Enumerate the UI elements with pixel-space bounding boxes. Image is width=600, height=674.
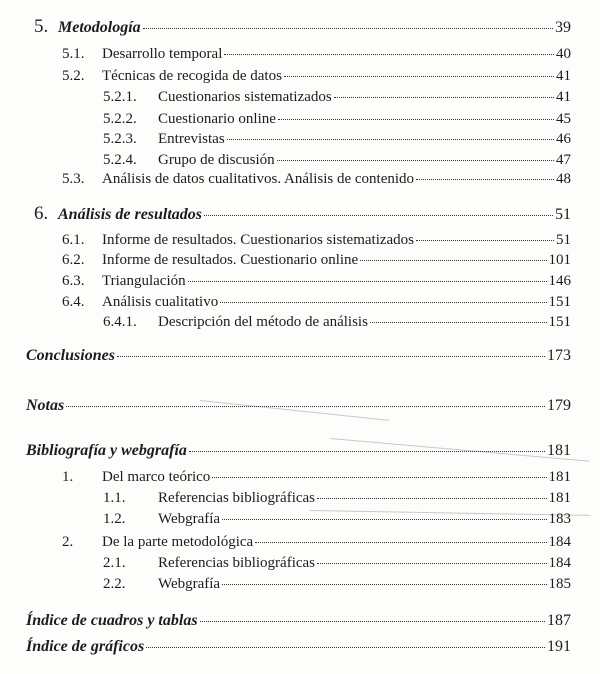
- dot-leader: [200, 621, 545, 622]
- toc-entry-page: 183: [548, 511, 571, 527]
- toc-entry: [103, 489, 571, 507]
- toc-entry-number: 5.2.1.: [103, 89, 137, 105]
- toc-entry: [103, 130, 571, 148]
- toc-entry: [103, 510, 571, 528]
- toc-entry: [103, 575, 571, 593]
- toc-entry-title: Del marco teórico: [102, 469, 211, 485]
- toc-entry-page: 191: [547, 638, 571, 655]
- toc-entry-page: 46: [556, 131, 571, 147]
- dot-leader: [146, 647, 545, 648]
- toc-entry-title: Referencias bibliográficas: [158, 555, 316, 571]
- toc-entry-number: 5.2.: [62, 68, 85, 84]
- toc-entry-page: 184: [548, 534, 571, 550]
- toc-entry-title: Entrevistas: [158, 131, 225, 147]
- dot-leader: [143, 28, 553, 29]
- toc-entry-page: 173: [547, 347, 571, 364]
- toc-entry-title: Referencias bibliográficas: [158, 490, 316, 506]
- toc-entry-title: Técnicas de recogida de datos: [102, 68, 282, 84]
- toc-entry: [26, 442, 571, 460]
- dot-leader: [317, 498, 546, 499]
- toc-entry: [62, 170, 571, 188]
- toc-entry: [103, 110, 571, 128]
- toc-entry-title: Informe de resultados. Cuestionario online: [102, 252, 359, 268]
- toc-entry-page: 185: [548, 576, 571, 592]
- toc-entry-number: 6.4.1.: [103, 314, 137, 330]
- dot-leader: [334, 97, 554, 98]
- toc-entry-page: 40: [556, 46, 571, 62]
- dot-leader: [227, 139, 554, 140]
- toc-entry-page: 146: [548, 273, 571, 289]
- toc-entry-title: Bibliografía y webgrafía: [26, 442, 187, 459]
- toc-entry: [26, 612, 571, 630]
- toc-entry-title: Grupo de discusión: [158, 152, 275, 168]
- toc-entry-title: Descripción del método de análisis: [158, 314, 368, 330]
- toc-entry: [62, 293, 571, 311]
- toc-entry-number: 1.: [62, 469, 74, 485]
- dot-leader: [204, 215, 553, 216]
- toc-entry-title: De la parte metodológica: [102, 534, 254, 550]
- dot-leader: [189, 451, 545, 452]
- toc-entry-page: 179: [547, 397, 571, 414]
- toc-entry-page: 181: [548, 469, 571, 485]
- dot-leader: [66, 406, 545, 407]
- toc-entry-title: Cuestionario online: [158, 111, 276, 127]
- toc-entry: [62, 231, 571, 249]
- toc-entry-number: 5.2.3.: [103, 131, 137, 147]
- toc-entry: [62, 67, 571, 85]
- toc-entry: [62, 45, 571, 63]
- toc-entry-page: 184: [548, 555, 571, 571]
- dot-leader: [255, 542, 546, 543]
- toc-entry-title: Informe de resultados. Cuestionarios sistematizados: [102, 232, 415, 248]
- toc-entry-title: Conclusiones: [26, 347, 115, 364]
- dot-leader: [416, 179, 554, 180]
- toc-entry-number: 1.1.: [103, 490, 126, 506]
- dot-leader: [416, 240, 554, 241]
- toc-entry-number: 6.2.: [62, 252, 85, 268]
- toc-entry: [62, 533, 571, 551]
- toc-entry-page: 151: [548, 294, 571, 310]
- toc-entry-title: Índice de cuadros y tablas: [26, 612, 198, 629]
- toc-entry-number: 6.4.: [62, 294, 85, 310]
- toc-entry: [103, 151, 571, 169]
- toc-entry-page: 181: [547, 442, 571, 459]
- toc-entry-page: 41: [556, 89, 571, 105]
- dot-leader: [277, 160, 554, 161]
- toc-entry-number: 6.1.: [62, 232, 85, 248]
- toc-entry: [62, 468, 571, 486]
- toc-entry: [103, 554, 571, 572]
- toc-entry: [103, 88, 571, 106]
- toc-entry-title: Webgrafía: [158, 576, 221, 592]
- toc-entry: [34, 18, 571, 37]
- toc-entry-page: 41: [556, 68, 571, 84]
- toc-entry-number: 5.3.: [62, 171, 85, 187]
- toc-entry-page: 51: [556, 232, 571, 248]
- dot-leader: [224, 54, 554, 55]
- toc-entry: [62, 251, 571, 269]
- toc-entry-title: Metodología: [58, 19, 141, 36]
- dot-leader: [284, 76, 554, 77]
- toc-entry-page: 47: [556, 152, 571, 168]
- toc-entry: [103, 313, 571, 331]
- toc-entry: [26, 397, 571, 415]
- toc-entry-number: 6.3.: [62, 273, 85, 289]
- toc-entry-number: 2.: [62, 534, 74, 550]
- dot-leader: [222, 519, 546, 520]
- dot-leader: [220, 302, 546, 303]
- dot-leader: [360, 260, 546, 261]
- toc-entry: [62, 272, 571, 290]
- toc-entry: [26, 638, 571, 656]
- toc-entry-number: 2.1.: [103, 555, 126, 571]
- toc-entry: [34, 205, 571, 224]
- toc-entry-title: Notas: [26, 397, 65, 414]
- toc-entry-page: 151: [548, 314, 571, 330]
- dot-leader: [317, 563, 546, 564]
- toc-entry-page: 39: [555, 19, 571, 36]
- toc-entry-title: Índice de gráficos: [26, 638, 145, 655]
- toc-entry-title: Análisis de datos cualitativos. Análisis de contenido: [102, 171, 415, 187]
- toc-entry-page: 181: [548, 490, 571, 506]
- toc-entry-number: 1.2.: [103, 511, 126, 527]
- toc-entry-title: Cuestionarios sistematizados: [158, 89, 332, 105]
- dot-leader: [278, 119, 554, 120]
- toc-entry-title: Análisis de resultados: [58, 206, 203, 223]
- toc-entry-number: 2.2.: [103, 576, 126, 592]
- toc-entry-title: Desarrollo temporal: [102, 46, 223, 62]
- toc-entry-title: Webgrafía: [158, 511, 221, 527]
- toc-entry-page: 51: [555, 206, 571, 223]
- dot-leader: [188, 281, 547, 282]
- dot-leader: [370, 322, 547, 323]
- dot-leader: [117, 356, 545, 357]
- toc-entry-number: 5.1.: [62, 46, 85, 62]
- toc-entry-number: 5.: [34, 16, 49, 37]
- dot-leader: [222, 584, 546, 585]
- toc-entry-page: 45: [556, 111, 571, 127]
- toc-entry-number: 5.2.2.: [103, 111, 137, 127]
- toc-entry-number: 6.: [34, 203, 49, 224]
- toc-entry-title: Análisis cualitativo: [102, 294, 219, 310]
- toc-entry-page: 48: [556, 171, 571, 187]
- toc-entry-page: 187: [547, 612, 571, 629]
- toc-entry: [26, 347, 571, 365]
- dot-leader: [212, 477, 546, 478]
- toc-entry-page: 101: [548, 252, 571, 268]
- toc-entry-number: 5.2.4.: [103, 152, 137, 168]
- toc-entry-title: Triangulación: [102, 273, 186, 289]
